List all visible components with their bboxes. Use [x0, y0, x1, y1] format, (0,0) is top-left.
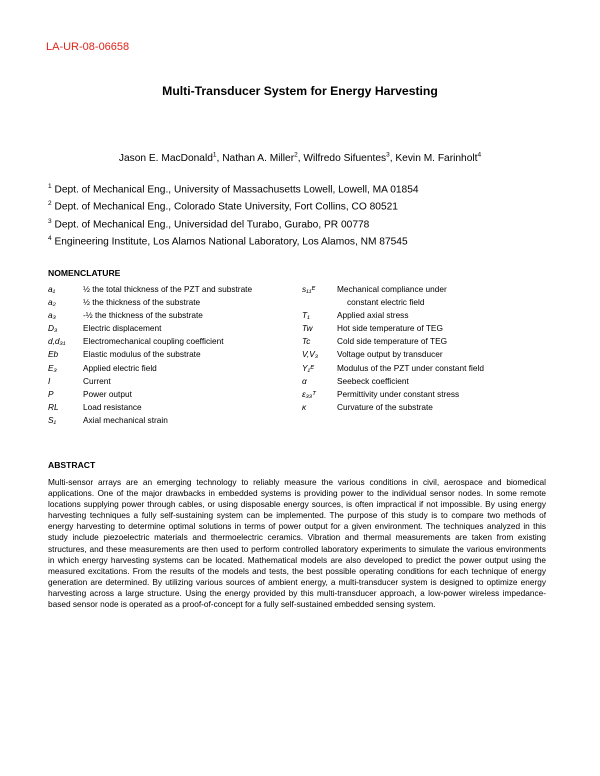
nomenclature-definition: Electromechanical coupling coefficient — [83, 336, 224, 347]
nomenclature-symbol: Tc — [302, 336, 311, 347]
nomenclature-definition: Applied axial stress — [337, 310, 409, 321]
nomenclature-definition: Seebeck coefficient — [337, 375, 409, 386]
nomenclature-definition: Curvature of the substrate — [337, 401, 433, 412]
nomenclature-symbol: s₁₁ᴱ — [302, 284, 316, 294]
nomenclature-symbol: α — [302, 375, 307, 386]
nomenclature-symbol: ε₃₃ᵀ — [302, 388, 316, 399]
abstract-body: Multi-sensor arrays are an emerging technology to reliably measure the various conditions in civil, aerospace and biomedical applications. One of the major drawbacks in embedded systems is providing power to the individual sensor nodes. In some remote locations supplying power through cables, or using disposable energy sources, is often impractical if not impossible. By using energy harvesting techniques a fully self-sustaining system can be implemented. The purpose of this study is to compare two methods of energy harvesting to determine optimal solutions in terms of power output for a given environment. The techniques analyzed in this study include piezoelectric materials and thermoelectric ceramics. Vibration and thermal measurements are taken from existing structures, and these measurements are then used to perform controlled laboratory experiments to simulate the various environments in which energy harvesting systems can be located. Mathematical models are also developed to predict the power output using the measured excitations. From the results of the models and tests, the best possible operating conditions for each technique of energy generation are determined. By utilizing various sources of ambient energy, a multi-transducer system is designed to optimize energy harvesting across a large structure. Using the energy provided by this multi-transducer approach, a low-power wireless impedance-based sensor node is operated as a proof-of-concept for a fully self-sustained embedded sensing system. — [48, 477, 546, 610]
nomenclature-symbol — [302, 296, 337, 309]
nomenclature-symbol: P — [48, 388, 54, 399]
nomenclature-row — [302, 309, 484, 322]
nomenclature-symbol: Tw — [302, 323, 313, 334]
nomenclature-definition: Power output — [83, 388, 132, 399]
nomenclature-row — [48, 335, 252, 348]
nomenclature-symbol: a₃ — [48, 310, 56, 321]
nomenclature-row — [302, 388, 484, 401]
nomenclature-row — [302, 362, 484, 375]
nomenclature-symbol: d,d₃₁ — [48, 336, 66, 347]
nomenclature-definition: Modulus of the PZT under constant field — [337, 362, 484, 373]
nomenclature-row — [48, 414, 252, 427]
nomenclature-row — [48, 375, 252, 388]
nomenclature-symbol: κ — [302, 401, 307, 412]
nomenclature-row — [302, 401, 484, 414]
nomenclature-symbol: Eb — [48, 349, 59, 360]
nomenclature-row — [302, 283, 484, 296]
nomenclature-symbol: a₁ — [48, 284, 56, 294]
author: Wilfredo Sifuentes$^3$, — [303, 152, 396, 165]
nomenclature-definition: Mechanical compliance under — [337, 284, 447, 294]
nomenclature-row — [302, 322, 484, 335]
nomenclature-definition: Voltage output by transducer — [337, 349, 443, 360]
nomenclature-symbol: V,V₃ — [302, 349, 319, 360]
author: Jason E. MacDonald$^1$, — [118, 152, 223, 165]
nomenclature-symbol: T₁ — [302, 310, 310, 321]
abstract-heading: ABSTRACT — [48, 460, 96, 470]
report-id: LA-UR-08-06658 — [46, 41, 130, 53]
affiliation-list — [48, 180, 419, 250]
affiliation: $^2$ Dept. of Mechanical Eng., Colorado State University, Fort Collins, CO 80521 — [48, 200, 398, 213]
nomenclature-definition: Cold side temperature of TEG — [337, 336, 448, 347]
nomenclature-row — [48, 388, 252, 401]
affiliation: $^1$ Dept. of Mechanical Eng., University of Massachusetts Lowell, Lowell, MA 01854 — [48, 183, 419, 196]
nomenclature-symbol: D₃ — [48, 323, 58, 334]
nomenclature-definition: Applied electric field — [83, 362, 157, 373]
nomenclature-row — [302, 335, 484, 348]
nomenclature-definition: ½ the total thickness of the PZT and substrate — [83, 284, 253, 294]
nomenclature-row — [48, 401, 252, 414]
nomenclature-definition: Elastic modulus of the substrate — [83, 349, 201, 360]
affiliation: $^4$ Engineering Institute, Los Alamos National Laboratory, Los Alamos, NM 87545 — [48, 235, 408, 248]
nomenclature-row — [48, 362, 252, 375]
nomenclature-symbol: a₂ — [48, 297, 56, 308]
nomenclature-symbol: RL — [48, 401, 59, 412]
nomenclature-row — [302, 375, 484, 388]
nomenclature-symbol: I — [48, 375, 51, 386]
nomenclature-row — [302, 296, 484, 309]
nomenclature-left-column — [48, 283, 252, 427]
nomenclature-row — [48, 309, 252, 322]
nomenclature-row — [48, 296, 252, 309]
nomenclature-definition: Permittivity under constant stress — [337, 388, 460, 399]
author: Nathan A. Miller$^2$, — [222, 152, 304, 165]
nomenclature-definition: Current — [83, 375, 111, 386]
nomenclature-symbol: S₁ — [48, 414, 57, 425]
nomenclature-definition: constant electric field — [347, 297, 425, 308]
nomenclature-row — [48, 322, 252, 335]
nomenclature-symbol: E₃ — [48, 362, 57, 373]
nomenclature-definition: Electric displacement — [83, 323, 162, 334]
nomenclature-row — [48, 348, 252, 361]
nomenclature-definition: Axial mechanical strain — [83, 414, 168, 425]
nomenclature-right-column — [302, 283, 484, 414]
nomenclature-definition: -½ the thickness of the substrate — [83, 310, 203, 321]
author-list — [0, 152, 600, 164]
affiliation: $^3$ Dept. of Mechanical Eng., Universidad del Turabo, Gurabo, PR 00778 — [48, 217, 370, 231]
nomenclature-symbol: Y₁ᴱ — [302, 362, 314, 373]
nomenclature-row — [302, 348, 484, 361]
nomenclature-definition: ½ the thickness of the substrate — [83, 297, 201, 308]
nomenclature-heading: NOMENCLATURE — [48, 268, 121, 278]
nomenclature-definition: Hot side temperature of TEG — [337, 323, 443, 334]
nomenclature-row — [48, 283, 252, 296]
paper-title: Multi-Transducer System for Energy Harvesting — [162, 84, 438, 98]
author: Kevin M. Farinholt$^4$ — [395, 152, 482, 165]
nomenclature-definition: Load resistance — [83, 401, 142, 412]
